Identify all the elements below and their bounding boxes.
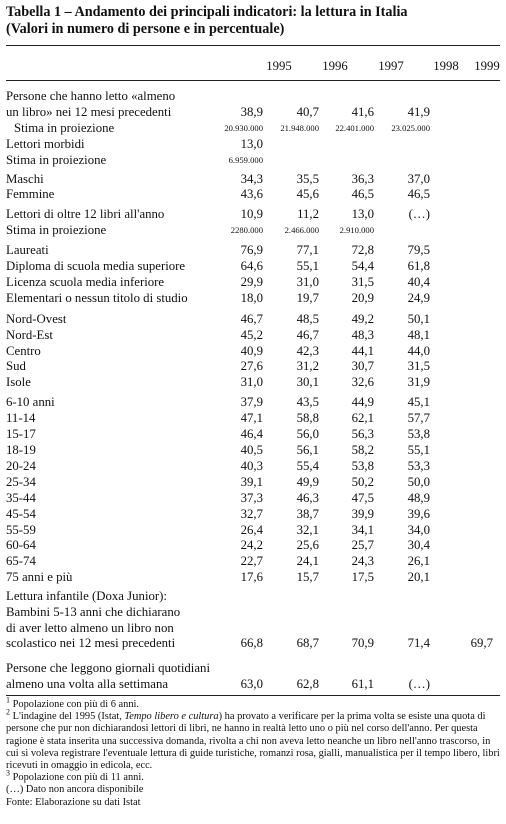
cell-value: 20.930.000 [224,123,263,133]
cell-value: 17,6 [240,570,263,584]
cell-value: 43,5 [296,395,319,409]
cell-value: 13,0 [351,207,374,221]
table-row [6,506,500,522]
cell-value: 77,1 [296,243,319,257]
row-label: Stima in proiezione [6,153,107,167]
cell-value: 56,1 [296,443,319,457]
year-header-row [6,58,500,74]
table-row [6,604,500,620]
cell-value: 44,1 [351,344,374,358]
cell-value: 62,1 [351,411,374,425]
table-title-line1: Tabella 1 – Andamento dei principali indicatori: la lettura in Italia [6,4,408,20]
cell-value: 61,1 [351,677,374,691]
row-label: 75 anni e più [6,570,73,584]
cell-value: 17,5 [351,570,374,584]
row-label: Femmine [6,187,55,201]
bottom-rule [6,695,500,696]
footnote-source: Fonte: Elaborazione su dati Istat [6,796,141,808]
row-label: Lettura infantile (Doxa Junior): [6,589,167,603]
row-label: Persone che leggono giornali quotidiani [6,661,210,675]
cell-value: 72,8 [351,243,374,257]
cell-value: 44,9 [351,395,374,409]
cell-value: 62,8 [296,677,319,691]
cell-value: (…) [408,677,430,691]
cell-value: 40,7 [296,105,319,119]
cell-value: 11,2 [297,207,319,221]
cell-value: 35,5 [296,172,319,186]
row-label: un libro» nei 12 mesi precedenti [6,105,172,119]
row-label: Sud [6,359,26,373]
row-label: Elementari o nessun titolo di studio [6,291,188,305]
row-label: Centro [6,344,41,358]
cell-value: 20,1 [407,570,430,584]
row-label: di aver letto almeno un libro non [6,621,174,635]
table-row [6,311,500,327]
cell-value: 24,9 [407,291,430,305]
footnote-3: $^3$ Popolazione con più di 11 anni. [6,768,144,784]
cell-value: 13,0 [240,137,263,151]
cell-value: 41,9 [407,105,430,119]
row-label: 18-19 [6,443,36,457]
cell-value: 20,9 [351,291,374,305]
cell-value: 24,2 [240,538,263,552]
cell-value: 39,1 [240,475,263,489]
table-row [6,620,500,636]
table-row [6,343,500,359]
row-label: Licenza scuola media inferiore [6,275,165,289]
cell-value: 46,7 [296,328,319,342]
cell-value: 24,3 [351,554,374,568]
row-label: 25-34 [6,475,36,489]
footnote-unavailable: (…) Dato non ancora disponibile [6,784,144,796]
row-label: scolastico nei 12 mesi precedenti [6,636,176,650]
cell-value: 70,9 [351,636,374,650]
row-label: 11-14 [6,411,36,425]
year-header: 1999 [474,59,500,73]
footnote-2: $^2$ L'indagine del 1995 (Istat, Tempo libero e cultura) ha provato a verificare per la prima volta se esiste una quota di persone che pur non dichiarandosi lettori di libri, ne hanno in realtà letto uno o più nel corso dell'anno. Per questa ragione è stata inserita una successiva domanda, rivolta a chi non aveva letto neanche un libro nell'anno trascorso, in cui si voleva registrare l'eventuale lettura di guide turistiche, romanzi rosa, gialli, manualistica per il tempo libero, libri ricevuti in omaggio in edicola, ecc. [6,707,500,772]
table-row [6,635,500,651]
cell-value: 58,2 [351,443,374,457]
cell-value: 58,8 [296,411,319,425]
cell-value: 53,3 [407,459,430,473]
cell-value: 30,4 [407,538,430,552]
cell-value: 37,3 [240,491,263,505]
cell-value: (…) [408,207,430,221]
cell-value: 64,6 [240,259,263,273]
cell-value: 23.025.000 [391,123,430,133]
cell-value: 48,9 [407,491,430,505]
cell-value: 66,8 [240,636,263,650]
cell-value: 24,1 [296,554,319,568]
cell-value: 34,1 [351,523,374,537]
cell-value: 56,0 [296,427,319,441]
cell-value: 46,5 [407,187,430,201]
table-row [6,171,500,187]
cell-value: 45,6 [296,187,319,201]
cell-value: 38,7 [296,507,319,521]
row-label: Nord-Ovest [6,312,67,326]
table-row [6,522,500,538]
cell-value: 26,4 [240,523,263,537]
cell-value: 55,1 [296,259,319,273]
row-label: 20-24 [6,459,36,473]
cell-value: 10,9 [240,207,263,221]
cell-value: 57,7 [407,411,430,425]
row-label: 45-54 [6,507,36,521]
top-rule [6,45,500,46]
cell-value: 34,0 [407,523,430,537]
cell-value: 22.401.000 [335,123,374,133]
cell-value: 47,1 [240,411,263,425]
cell-value: 39,6 [407,507,430,521]
cell-value: 46,4 [240,427,263,441]
table-title-line2: (Valori in numero di persone e in percentuale) [6,21,285,37]
table-row [6,120,500,136]
table-row [6,242,500,258]
cell-value: 37,9 [240,395,263,409]
cell-value: 2280.000 [230,225,263,235]
cell-value: 53,8 [351,459,374,473]
cell-value: 42,3 [296,344,319,358]
table-row [6,410,500,426]
table-row [6,537,500,553]
row-label: Isole [6,375,31,389]
cell-value: 48,1 [407,328,430,342]
table-row [6,274,500,290]
table-row [6,660,500,676]
row-label: Nord-Est [6,328,53,342]
cell-value: 31,5 [351,275,374,289]
cell-value: 21.948.000 [280,123,319,133]
row-label: Bambini 5-13 anni che dichiarano [6,605,181,619]
cell-value: 46,3 [296,491,319,505]
table-row [6,442,500,458]
cell-value: 69,7 [470,636,493,650]
cell-value: 56,3 [351,427,374,441]
cell-value: 2.466.000 [284,225,319,235]
row-label: Persone che hanno letto «almeno [6,89,176,103]
table-row [6,458,500,474]
cell-value: 44,0 [407,344,430,358]
row-label: 6-10 anni [6,395,55,409]
cell-value: 32,6 [351,375,374,389]
cell-value: 19,7 [296,291,319,305]
cell-value: 46,5 [351,187,374,201]
cell-value: 46,7 [240,312,263,326]
row-label: 55-59 [6,523,36,537]
cell-value: 31,2 [296,359,319,373]
table-row [6,553,500,569]
table-row [6,88,500,104]
table-row [6,394,500,410]
table-title [6,4,501,38]
cell-value: 6.959.000 [228,155,263,165]
row-label: Stima in proiezione [6,223,107,237]
row-label: 60-64 [6,538,36,552]
table-row [6,426,500,442]
cell-value: 40,4 [407,275,430,289]
cell-value: 40,9 [240,344,263,358]
cell-value: 25,6 [296,538,319,552]
cell-value: 26,1 [407,554,430,568]
row-label: Lettori di oltre 12 libri all'anno [6,207,165,221]
row-label: 35-44 [6,491,36,505]
cell-value: 27,6 [240,359,263,373]
cell-value: 36,3 [351,172,374,186]
cell-value: 45,1 [407,395,430,409]
cell-value: 50,2 [351,475,374,489]
year-header: 1996 [322,59,348,73]
cell-value: 29,9 [240,275,263,289]
cell-value: 76,9 [240,243,263,257]
row-label: Diploma di scuola media superiore [6,259,186,273]
table-row [6,474,500,490]
cell-value: 49,9 [296,475,319,489]
cell-value: 55,4 [296,459,319,473]
table-row [6,136,500,152]
cell-value: 55,1 [407,443,430,457]
table-row [6,152,500,168]
cell-value: 63,0 [240,677,263,691]
year-header: 1995 [266,59,292,73]
table-row [6,374,500,390]
cell-value: 31,5 [407,359,430,373]
cell-value: 31,9 [407,375,430,389]
cell-value: 30,1 [296,375,319,389]
row-label: 15-17 [6,427,36,441]
footnotes [6,695,502,809]
cell-value: 32,7 [240,507,263,521]
year-header: 1998 [433,59,459,73]
cell-value: 15,7 [296,570,319,584]
table-row [6,569,500,585]
cell-value: 53,8 [407,427,430,441]
cell-value: 18,0 [240,291,263,305]
cell-value: 32,1 [296,523,319,537]
table-row [6,258,500,274]
table-row [6,490,500,506]
row-label: Stima in proiezione [14,121,115,135]
cell-value: 43,6 [240,187,263,201]
row-label: 65-74 [6,554,36,568]
cell-value: 47,5 [351,491,374,505]
cell-value: 54,4 [351,259,374,273]
table-row [6,327,500,343]
cell-value: 50,0 [407,475,430,489]
table-row [6,104,500,120]
row-label: Lettori morbidi [6,137,85,151]
row-label: almeno una volta alla settimana [6,677,169,691]
cell-value: 41,6 [351,105,374,119]
cell-value: 50,1 [407,312,430,326]
year-header: 1997 [378,59,404,73]
row-label: Maschi [6,172,44,186]
cell-value: 49,2 [351,312,374,326]
cell-value: 45,2 [240,328,263,342]
table-row [6,206,500,222]
footnote-1: $^1$ Popolazione con più di 6 anni. [6,695,140,710]
row-label: Laureati [6,243,49,257]
cell-value: 34,3 [240,172,263,186]
table-row [6,676,500,692]
table-row [6,358,500,374]
cell-value: 61,8 [407,259,430,273]
cell-value: 39,9 [351,507,374,521]
table-row [6,290,500,306]
cell-value: 48,5 [296,312,319,326]
header-rule [6,80,500,81]
cell-value: 71,4 [407,636,430,650]
cell-value: 79,5 [407,243,430,257]
cell-value: 38,9 [240,105,263,119]
cell-value: 40,3 [240,459,263,473]
cell-value: 30,7 [351,359,374,373]
cell-value: 31,0 [240,375,263,389]
table-row [6,588,500,604]
cell-value: 40,5 [240,443,263,457]
table-row [6,222,500,238]
cell-value: 48,3 [351,328,374,342]
cell-value: 25,7 [351,538,374,552]
cell-value: 31,0 [296,275,319,289]
cell-value: 2.910.000 [339,225,374,235]
cell-value: 37,0 [407,172,430,186]
table-row [6,186,500,202]
cell-value: 22,7 [240,554,263,568]
cell-value: 68,7 [296,636,319,650]
